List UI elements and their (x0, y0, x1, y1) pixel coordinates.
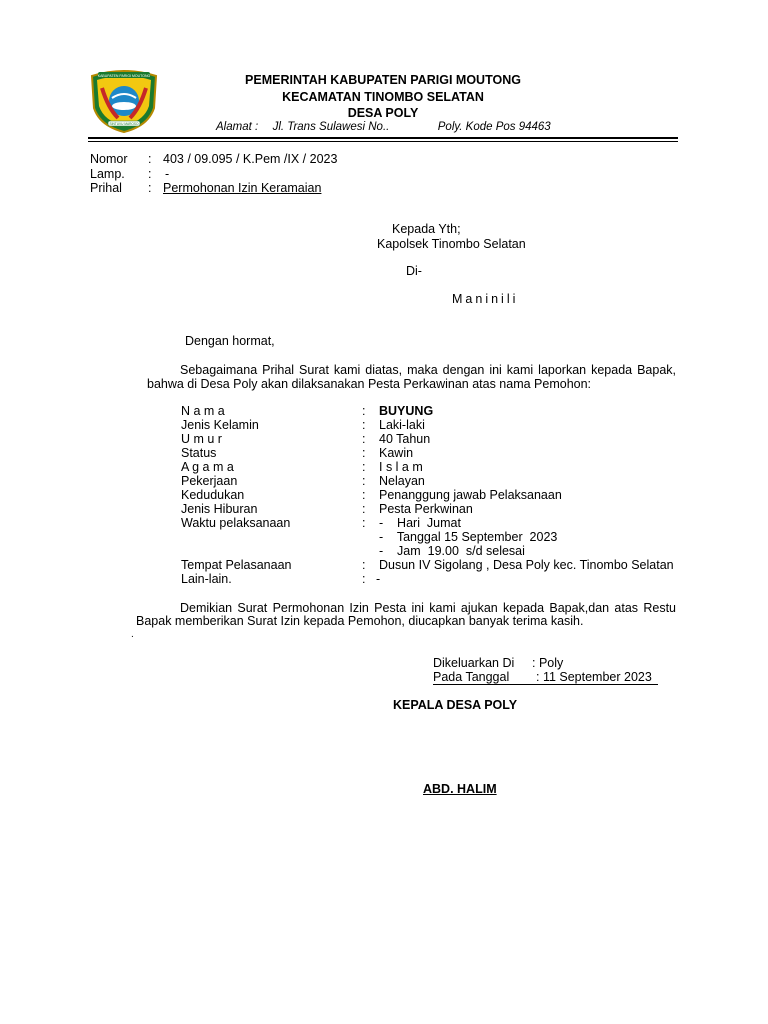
issued-value: : Poly (532, 656, 564, 670)
prihal-value: Permohonan Izin Keramaian (163, 181, 322, 195)
field-value-jenis-kelamin: Laki-laki (379, 418, 425, 432)
field-label-umur: U m u r (181, 432, 222, 446)
greeting: Dengan hormat, (185, 334, 275, 348)
field-colon: : (362, 572, 366, 586)
field-label-pekerjaan: Pekerjaan (181, 474, 238, 488)
address-street: Jl. Trans Sulawesi No.. (272, 121, 390, 133)
lamp-value: - (165, 167, 170, 181)
field-colon: : (362, 474, 366, 488)
field-label-nama: N a m a (181, 404, 225, 418)
field-value-kedudukan: Penanggung jawab Pelaksanaan (379, 488, 562, 502)
recipient-place: Maninili (452, 292, 519, 306)
signatory-name: ABD. HALIM (423, 782, 497, 796)
field-colon: : (362, 432, 366, 446)
paragraph-2-line-2: Bapak memberikan Surat Izin kepada Pemohon, diucapkan banyak terima kasih. (136, 614, 584, 628)
field-value-tempat: Dusun IV Sigolang , Desa Poly kec. Tinombo Selatan (379, 558, 674, 572)
field-colon: : (362, 516, 366, 530)
field-value-waktu-hari: - Hari Jumat (379, 516, 461, 530)
paragraph-1-line-1: Sebagaimana Prihal Surat kami diatas, maka dengan ini kami laporkan kepada Bapak, (180, 363, 676, 377)
field-value-jenis-hiburan: Pesta Perkwinan (379, 502, 473, 516)
signatory-title: KEPALA DESA POLY (393, 698, 518, 712)
address-label: Alamat : (216, 121, 259, 133)
recipient-salutation: Kepada Yth; (392, 222, 461, 236)
letterhead-government: PEMERINTAH KABUPATEN PARIGI MOUTONG (245, 73, 521, 87)
field-colon: : (362, 446, 366, 460)
field-label-status: Status (181, 446, 217, 460)
field-label-agama: A g a m a (181, 460, 234, 474)
date-label: Pada Tanggal (433, 670, 510, 684)
paragraph-2-line-1: Demikian Surat Permohonan Izin Pesta ini kami ajukan kepada Bapak,dan atas Restu (180, 601, 676, 615)
lamp-label: Lamp. (90, 167, 125, 181)
field-value-lain-lain: - (376, 572, 381, 586)
recipient-di: Di- (406, 264, 422, 278)
field-label-kedudukan: Kedudukan (181, 488, 245, 502)
field-label-jenis-hiburan: Jenis Hiburan (181, 502, 258, 516)
prihal-colon: : (148, 181, 152, 195)
field-label-tempat: Tempat Pelasanaan (181, 558, 292, 572)
field-label-waktu: Waktu pelaksanaan (181, 516, 291, 530)
letterhead-district: KECAMATAN TINOMBO SELATAN (282, 90, 484, 104)
field-value-waktu-jam: - Jam 19.00 s/d selesai (379, 544, 525, 558)
nomor-label: Nomor (90, 152, 128, 166)
nomor-value: 403 / 09.095 / K.Pem /IX / 2023 (163, 152, 338, 166)
field-label-lain-lain: Lain-lain. (181, 572, 232, 586)
address-postal: Poly. Kode Pos 94463 (437, 121, 551, 133)
stray-dot: . (131, 629, 134, 640)
recipient-name: Kapolsek Tinombo Selatan (377, 237, 526, 251)
field-colon: : (362, 418, 366, 432)
field-label-jenis-kelamin: Jenis Kelamin (181, 418, 259, 432)
logo-top-text: KABUPATEN PARIGI MOUTONG (97, 74, 151, 78)
date-value: : 11 September 2023 (536, 670, 652, 684)
issued-label: Dikeluarkan Di (433, 656, 515, 670)
field-value-agama: I s l a m (379, 460, 423, 474)
field-value-nama: BUYUNG (379, 404, 434, 418)
header-divider-thin (88, 141, 678, 142)
paragraph-1-line-2: bahwa di Desa Poly akan dilaksanakan Pesta Perkawinan atas nama Pemohon: (147, 377, 592, 391)
letterhead-village: DESA POLY (347, 106, 419, 120)
logo-bottom-text: SINTUVU MAROSO (109, 122, 139, 126)
prihal-label: Prihal (90, 181, 122, 195)
header-divider-thick (88, 137, 678, 139)
letterhead-address (216, 121, 551, 133)
nomor-colon: : (148, 152, 152, 166)
field-colon: : (362, 404, 366, 418)
field-colon: : (362, 488, 366, 502)
field-value-status: Kawin (379, 446, 414, 460)
field-colon: : (362, 502, 366, 516)
field-value-waktu-tanggal: - Tanggal 15 September 2023 (379, 530, 558, 544)
field-value-umur: 40 Tahun (379, 432, 431, 446)
field-colon: : (362, 558, 366, 572)
field-value-pekerjaan: Nelayan (379, 474, 425, 488)
lamp-colon: : (148, 167, 152, 181)
field-colon: : (362, 460, 366, 474)
